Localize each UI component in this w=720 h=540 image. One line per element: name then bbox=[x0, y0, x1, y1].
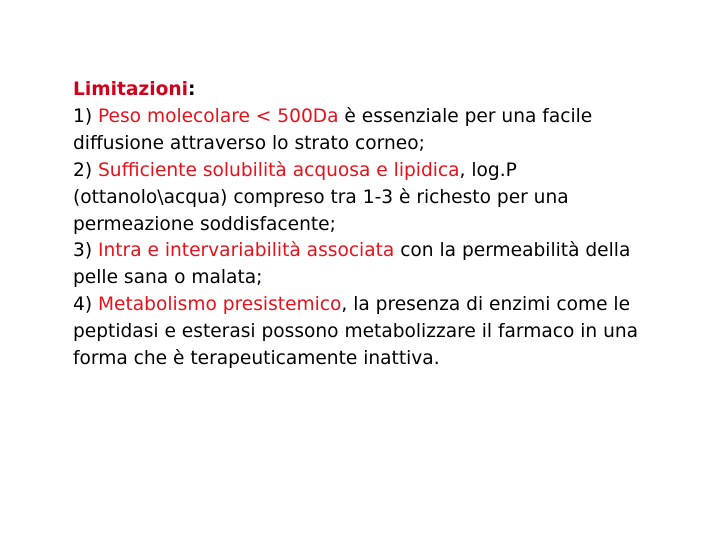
item-highlight: Peso molecolare < 500Da bbox=[98, 105, 339, 127]
list-item-3 bbox=[73, 238, 653, 292]
heading-colon: : bbox=[188, 79, 196, 100]
heading-limitazioni bbox=[73, 77, 653, 104]
list-item-4 bbox=[73, 292, 653, 373]
item-text: , log.P (ottanolo\acqua) compreso tra 1-3 è richesto per una permeazione soddisfacente; bbox=[73, 159, 569, 235]
item-number: 3) bbox=[73, 240, 98, 262]
item-text: con la permeabilità della pelle sana o malata; bbox=[73, 240, 631, 289]
item-number: 2) bbox=[73, 159, 98, 181]
item-text: è essenziale per una facile diffusione attraverso lo strato corneo; bbox=[73, 105, 593, 154]
list-item-1 bbox=[73, 104, 653, 158]
heading-highlight: Limitazioni bbox=[73, 79, 188, 100]
item-number: 4) bbox=[73, 294, 98, 316]
item-highlight: Metabolismo presistemico bbox=[98, 294, 342, 316]
list-item-2 bbox=[73, 158, 653, 239]
item-number: 1) bbox=[73, 105, 98, 127]
text-body bbox=[73, 77, 653, 373]
item-highlight: Sufficiente solubilità acquosa e lipidica bbox=[98, 159, 460, 181]
item-highlight: Intra e intervariabilità associata bbox=[98, 240, 395, 262]
item-text: , la presenza di enzimi come le peptidasi e esterasi possono metabolizzare il farmaco in una forma che è terapeuticamente inattiva. bbox=[73, 294, 639, 370]
